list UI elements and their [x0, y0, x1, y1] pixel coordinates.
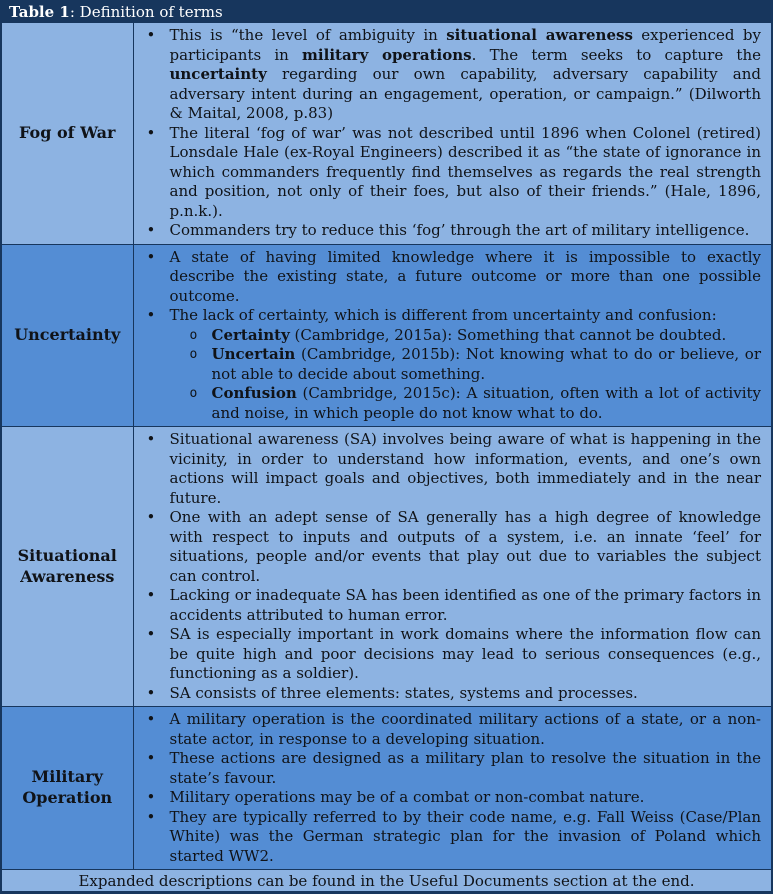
- sub-bullet-item: [134, 345, 762, 384]
- body-text: . The term seeks to capture the: [471, 45, 761, 64]
- bullet-item: [134, 710, 762, 749]
- bullet-item: [134, 26, 762, 124]
- body-text: They are typically referred to by their code name, e.g. Fall Weiss (Case/Plan White) was the German strategic plan for the invasion of Poland which started WW2.: [169, 807, 761, 865]
- sub-bullet-item: [134, 326, 762, 346]
- body-text: Situational awareness (SA) involves being aware of what is happening in the vicinity, in order to understand how information, events, and one’s own actions will impact goals and objectives, both immediately and in the near future.: [169, 430, 761, 507]
- body-text: experienced by participants in: [169, 26, 761, 64]
- body-text: Lacking or inadequate SA has been identified as one of the primary factors in accidents attributed to human error.: [169, 586, 761, 624]
- body-text: SA is especially important in work domains where the information flow can be quite high and poor decisions may lead to serious consequences (e.g., functioning as a soldier).: [169, 625, 761, 682]
- bullet-item: [134, 306, 762, 326]
- bullet-icon: •: [146, 26, 156, 44]
- bullet-item: [134, 221, 762, 241]
- bullet-item: [134, 684, 762, 704]
- bullet-item: [134, 788, 762, 808]
- body-text: This is “the level of ambiguity in: [169, 26, 447, 44]
- body-text: regarding our own capability, adversary capability and adversary intent during an engagement, operation, or campaign.” (Dilworth & Maital, 2008, p.83): [169, 65, 761, 122]
- body-text: Military operations may be of a combat or non-combat nature.: [169, 788, 645, 806]
- table-caption: [2, 2, 771, 23]
- bullet-icon: •: [146, 247, 156, 266]
- bullet-icon: •: [146, 123, 156, 142]
- table-caption-number: Table 1: [9, 3, 70, 21]
- table-footer-note: Expanded descriptions can be found in the Useful Documents section at the end.: [2, 869, 771, 891]
- body-text: One with an adept sense of SA generally has a high degree of knowledge with respect to inputs and outputs of a system, i.e. an innate ‘feel’ for situations, people and/or events that play out due to variables the subject can control.: [169, 508, 761, 585]
- body-text: SA consists of three elements: states, systems and processes.: [169, 683, 638, 702]
- table-row-situational-awareness: [2, 427, 771, 707]
- definition-cell-military-operation: [133, 707, 771, 870]
- body-text: (Cambridge, 2015c): A situation, often with a lot of activity and noise, in which people do not know what to do.: [211, 384, 761, 422]
- bullet-item: [134, 248, 762, 307]
- bullet-icon: •: [146, 586, 156, 604]
- term-cell-uncertainty: Uncertainty: [2, 244, 133, 427]
- bullet-icon: •: [146, 508, 156, 526]
- body-text: (Cambridge, 2015b): Not knowing what to do or believe, or not able to decide about something.: [211, 345, 761, 383]
- bullet-icon: •: [146, 221, 156, 239]
- bullet-icon: •: [146, 788, 156, 806]
- circle-bullet-icon: o: [189, 327, 198, 343]
- table-caption-text: : Definition of terms: [69, 3, 223, 21]
- bullet-item: [134, 430, 762, 508]
- body-text: The literal ‘fog of war’ was not described until 1896 when Colonel (retired) Lonsdale Hale (ex-Royal Engineers) described it as “the state of ignorance in which commanders frequently find themselves as regards the real strength and position, not only of their foes, but also of their friends.” (Hale, 1896, p.n.k.).: [169, 123, 761, 220]
- term-cell-situational-awareness: Situational Awareness: [2, 427, 133, 707]
- bold-text: situational awareness: [446, 26, 633, 44]
- bullet-item: [134, 508, 762, 586]
- bullet-icon: •: [146, 807, 156, 826]
- circle-bullet-icon: o: [189, 347, 198, 362]
- body-text: These actions are designed as a military plan to resolve the situation in the state’s favour.: [169, 749, 761, 787]
- bullet-item: [134, 586, 762, 625]
- bullet-icon: •: [146, 306, 156, 324]
- body-text: A state of having limited knowledge where it is impossible to exactly describe the existing state, a future outcome or more than one possible outcome.: [169, 247, 761, 305]
- bullet-item: [134, 749, 762, 788]
- bullet-icon: •: [146, 749, 156, 767]
- table-row-fog-of-war: [2, 23, 771, 244]
- terms-table: [2, 23, 771, 869]
- circle-bullet-icon: o: [189, 386, 198, 401]
- body-text: Commanders try to reduce this ‘fog’ through the art of military intelligence.: [169, 221, 750, 239]
- definition-cell-situational-awareness: [133, 427, 771, 707]
- bold-text: Confusion: [211, 384, 297, 402]
- body-text: The lack of certainty, which is different from uncertainty and confusion:: [169, 306, 717, 324]
- bullet-item: [134, 625, 762, 684]
- body-text: A military operation is the coordinated military actions of a state, or a non-state actor, in response to a developing situation.: [169, 710, 761, 748]
- body-text: (Cambridge, 2015a): Something that cannot be doubted.: [289, 325, 727, 344]
- bold-text: Uncertain: [211, 345, 296, 363]
- bullet-icon: •: [146, 625, 156, 643]
- bullet-icon: •: [146, 683, 156, 702]
- bullet-item: [134, 124, 762, 222]
- sub-bullet-item: [134, 384, 762, 423]
- bullet-icon: •: [146, 710, 156, 728]
- bold-text: uncertainty: [169, 65, 267, 83]
- bullet-item: [134, 808, 762, 867]
- bold-text: military operations: [302, 45, 472, 64]
- term-cell-fog-of-war: Fog of War: [2, 23, 133, 244]
- definition-cell-uncertainty: [133, 244, 771, 427]
- table-row-uncertainty: [2, 244, 771, 427]
- term-cell-military-operation: Military Operation: [2, 707, 133, 870]
- bullet-icon: •: [146, 430, 156, 448]
- definition-cell-fog-of-war: [133, 23, 771, 244]
- bold-text: Certainty: [211, 325, 290, 344]
- table-row-military-operation: [2, 707, 771, 870]
